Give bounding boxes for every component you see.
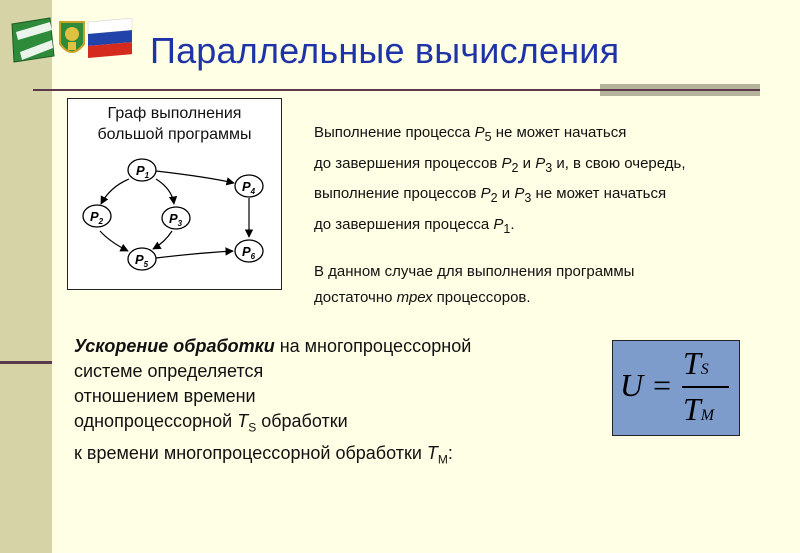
title-rule [33,89,760,91]
formula-lhs: U [620,367,644,403]
speedup-line-1: Ускорение обработки на многопроцессорной [74,336,472,356]
desc-line-3: выполнение процессов $P_2$ и $P_3$ не может начаться [314,185,667,205]
node-p2-label: $P_2$ [90,209,104,226]
speedup-line-5: к времени многопроцессорной обработки $T_M$: [74,442,453,467]
edge-p2-p5 [100,231,128,251]
desc-line-6: достаточно трех процессоров. [314,288,531,306]
process-graph-panel [67,98,282,290]
speedup-line-4: однопроцессорной $T_S$ обработки [74,411,348,435]
edge-p1-p3 [156,179,174,204]
desc-line-2: до завершения процессов $P_2$ и $P_3$ и, в свою очередь, [314,154,686,175]
node-p6-label: $P_6$ [242,244,256,261]
node-p2 [83,205,111,227]
formula-equals: = [653,367,672,403]
slide-title: Параллельные вычисления [150,30,620,71]
node-p3-label: $P_3$ [169,211,183,228]
emblem-flag-logo [10,14,136,66]
speedup-definition [74,334,594,472]
dependency-description [314,120,784,310]
speedup-formula [612,340,740,436]
edge-p5-p6 [156,251,233,258]
left-decor-divider [0,361,52,364]
edge-p1-p4 [156,171,234,183]
desc-line-1: Выполнение процесса $P_5$ не может начаться [314,124,627,144]
desc-line-4: до завершения процесса $P_1$. [314,215,515,236]
left-decor-band [0,0,52,553]
formula-numerator: TS [683,345,709,381]
node-p5-label: $P_5$ [135,252,149,269]
node-p1-label: $P_1$ [136,163,150,180]
process-graph-diagram [68,99,281,289]
speedup-line-2: системе определяется [74,361,264,381]
desc-line-5: В данном случае для выполнения программы [314,263,635,280]
node-p4-label: $P_4$ [242,179,256,196]
formula-fraction-bar [682,386,729,388]
speedup-line-3: отношением времени [74,386,256,406]
node-p6 [235,240,263,262]
edge-p3-p5 [153,231,172,249]
graph-caption-line2: большой программы [97,126,252,143]
graph-caption-line1: Граф выполнения [107,105,242,122]
node-p4 [235,175,263,197]
node-p1 [128,159,156,181]
node-p5 [128,248,156,270]
node-p3 [162,207,190,229]
formula-denominator: TM [683,391,715,427]
speedup-term: Ускорение обработки [74,336,275,356]
edge-p1-p2 [101,179,129,204]
